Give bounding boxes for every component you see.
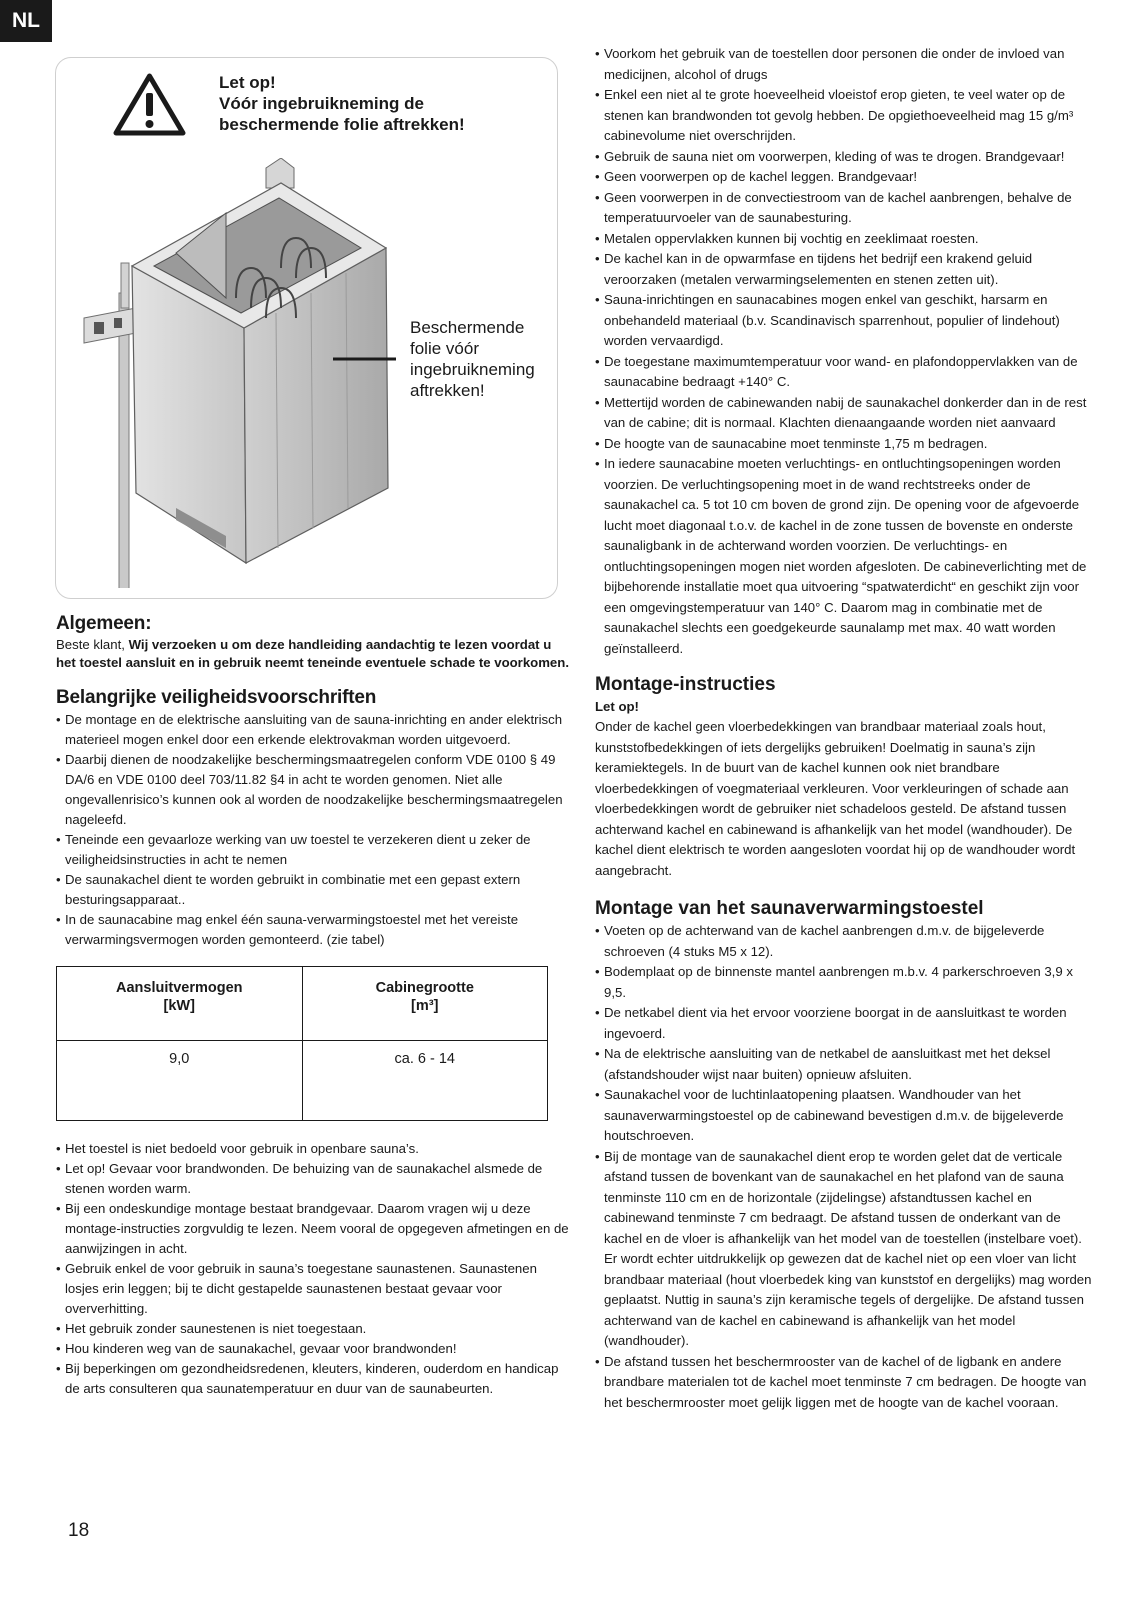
list-item: • De netkabel dient via het ervoor voorziene boorgat in de aansluitkast te worden ingevoerd. (595, 1003, 1095, 1044)
table-header-cell (302, 967, 548, 1041)
list-item: • De hoogte van de saunacabine moet tenminste 1,75 m bedragen. (595, 434, 1095, 455)
list-item: • Teneinde een gevaarloze werking van uw toestel te verzekeren dient u zeker de veiligheidsinstructies in acht te nemen (56, 830, 571, 870)
list-item: • Gebruik de sauna niet om voorwerpen, kleding of was te drogen. Brandgevaar! (595, 147, 1095, 168)
list-item: • Het gebruik zonder saunestenen is niet toegestaan. (56, 1319, 571, 1339)
callout-line: ingebruikneming (410, 360, 535, 379)
notes-list (56, 1139, 571, 1399)
table-header-row (57, 967, 548, 1041)
callout-line: Beschermende (410, 318, 525, 337)
intro-plain: Beste klant, (56, 637, 129, 652)
list-item: • De kachel kan in de opwarmfase en tijdens het bedrijf een krakend geluid veroorzaken (metalen verwarmingselementen en stenen zetten uit). (595, 249, 1095, 290)
montage-heading: Montage-instructies (595, 674, 776, 695)
list-item: • De montage en de elektrische aansluiting van de sauna-inrichting en ander elektrisch materieel mogen enkel door een erkende elektrovakman worden uitgevoerd. (56, 710, 571, 750)
list-item: • Enkel een niet al te grote hoeveelheid vloeistof erop gieten, te veel water op de stenen kan brandwonden tot gevolg hebben. De opgiethoeveelheid mag 15 g/m³ cabinevolume niet overschrijden. (595, 85, 1095, 147)
list-item: • Voeten op de achterwand van de kachel aanbrengen d.m.v. de bijgeleverde schroeven (4 stuks M5 x 12). (595, 921, 1095, 962)
table-cell: ca. 6 - 14 (302, 1041, 548, 1121)
header-unit: [kW] (163, 998, 195, 1014)
general-heading: Algemeen: (56, 613, 152, 634)
callout-line: aftrekken! (410, 381, 485, 400)
montage-text: Onder de kachel geen vloerbedekkingen van brandbaar materiaal zoals hout, kunststofbedekkingen of iets dergelijks gebruiken! Doelmatig in sauna’s zijn keramiektegels. In de buurt van de kachel kunnen ook niet brandbare vloerbedekkingen of voegmateriaal verkleuren. Voor verkleuringen of schade aan vloerbedekkingen wordt de gebruiker niet schadeloos gesteld. De afstand tussen achterwand kachel en cabinewand is afhankelijk van het model (wandhouder). De kachel dient elektrisch te worden aangesloten voordat hij op de wandhouder wordt aangebracht. (595, 719, 1076, 878)
warning-figure-box (55, 57, 558, 599)
header-title: Aansluitvermogen (116, 980, 243, 996)
list-item: • In de saunacabine mag enkel één sauna-verwarmingstoestel met het vereiste verwarmingsvermogen worden gemonteerd. (zie tabel) (56, 910, 571, 950)
safety-list-continued (595, 44, 1095, 659)
language-tab: NL (0, 0, 52, 42)
warning-line: Vóór ingebruikneming de (219, 94, 424, 113)
header-unit: [m³] (411, 998, 439, 1014)
list-item: • Metalen oppervlakken kunnen bij vochtig en zeeklimaat roesten. (595, 229, 1095, 250)
safety-heading: Belangrijke veiligheidsvoorschriften (56, 687, 377, 708)
installation-list (595, 921, 1095, 1413)
warning-line: beschermende folie aftrekken! (219, 115, 465, 134)
list-item: • Het toestel is niet bedoeld voor gebruik in openbare sauna’s. (56, 1139, 571, 1159)
warning-triangle-icon (113, 73, 186, 136)
list-item: • Gebruik enkel de voor gebruik in sauna’s toegestane saunastenen. Saunastenen losjes erin leggen; bij te dicht gestapelde saunastenen bestaat gevaar voor oververhitting. (56, 1259, 571, 1319)
right-column (595, 44, 1095, 1413)
list-item: • Geen voorwerpen in de convectiestroom van de kachel aanbrengen, behalve de temperatuurvoeler van de saunabesturing. (595, 188, 1095, 229)
warning-text (219, 72, 539, 135)
montage-note: Let op! (595, 699, 639, 714)
list-item: • Bij beperkingen om gezondheidsredenen, kleuters, kinderen, ouderdom en handicap de arts consulteren qua saunatemperatuur en duur van de saunabeurten. (56, 1359, 571, 1399)
general-intro (56, 636, 571, 672)
list-item: • Geen voorwerpen op de kachel leggen. Brandgevaar! (595, 167, 1095, 188)
table-cell: 9,0 (57, 1041, 303, 1121)
table-row (57, 1041, 548, 1121)
list-item: • Bij de montage van de saunakachel dient erop te worden gelet dat de verticale afstand tussen de bovenkant van de saunakachel en het plafond van de sauna tenminste 110 cm en de horizontale (zijdelingse) afstandtussen kachel en cabinewand tenminste 7 cm bedraagt. De afstand tussen de onderkant van de kachel en de vloer is afhankelijk van het model van de toestellen (instelbare voet). Er wordt echter uitdrukkelijk op gewezen dat de kachel niet op een vloer van licht brandbaar materiaal (hout vloerbedek king van kunststof en dergelijks) mag worden geplaatst. Nuttig in sauna’s zijn keramische tegels of dergelijke. De afstand tussen achterwand van de kachel en cabinewand is afhankelijk van het model (wandhouder). (595, 1147, 1095, 1352)
list-item: • De afstand tussen het beschermrooster van de kachel of de ligbank en andere brandbare materialen tot de kachel moet tenminste 7 cm bedragen. De hoogte van het beschermrooster moet gelijk liggen met de hoogte van de kachel vooraan. (595, 1352, 1095, 1414)
safety-list (56, 710, 571, 950)
list-item: • Voorkom het gebruik van de toestellen door personen die onder de invloed van medicijnen, alcohol of drugs (595, 44, 1095, 85)
foil-callout (410, 317, 550, 401)
list-item: • Bodemplaat op de binnenste mantel aanbrengen m.b.v. 4 parkerschroeven 3,9 x 9,5. (595, 962, 1095, 1003)
list-item: • Na de elektrische aansluiting van de netkabel de aansluitkast met het deksel (afstandshouder wijst naar buiten) opnieuw afsluiten. (595, 1044, 1095, 1085)
table-header-cell (57, 967, 303, 1041)
list-item: • De toegestane maximumtemperatuur voor wand- en plafondoppervlakken van de saunacabine bedraagt +140° C. (595, 352, 1095, 393)
list-item: • Sauna-inrichtingen en saunacabines mogen enkel van geschikt, harsarm en onbehandeld materiaal (b.v. Scandinavisch sparrenhout, populier of lindehout) worden vervaardigd. (595, 290, 1095, 352)
list-item: • Hou kinderen weg van de saunakachel, gevaar voor brandwonden! (56, 1339, 571, 1359)
list-item: • Saunakachel voor de luchtinlaatopening plaatsen. Wandhouder van het saunaverwarmingstoestel op de cabinewand bevestigen d.m.v. de bijgeleverde houtschroeven. (595, 1085, 1095, 1147)
callout-line: folie vóór (410, 339, 479, 358)
list-item: • In iedere saunacabine moeten verluchtings- en ontluchtingsopeningen worden voorzien. De verluchtingsopening moet in de wand rechtstreeks onder de saunakachel ca. 5 tot 10 cm boven de grond zijn. De opening voor de afgevoerde lucht moet diagonaal t.o.v. de kachel in de zone tussen de bovenste en onderste saunaligbank in de achterwand worden voorzien. De verluchtings- en ontluchtingsopeningen mogen niet worden afgesloten. De cabineverlichting met de bijbehorende installatie moet qua uitvoering “spatwaterdicht“ en geschikt zijn voor een omgevingstemperatuur van 140° C. Daarom mag in combinatie met de saunakachel slechts een goedgekeurde saunalamp met max. 40 watt worden geïnstalleerd. (595, 454, 1095, 659)
list-item: • De saunakachel dient te worden gebruikt in combinatie met een gepast extern besturingsapparaat.. (56, 870, 571, 910)
header-title: Cabinegrootte (375, 980, 474, 996)
intro-bold: Wij verzoeken u om deze handleiding aandachtig te lezen voordat u het toestel aansluit en in gebruik neemt teneinde eventuele schade te voorkomen. (56, 637, 569, 670)
installation-heading: Montage van het saunaverwarmingstoestel (595, 898, 984, 919)
warning-line: Let op! (219, 73, 276, 92)
list-item: • Mettertijd worden de cabinewanden nabij de saunakachel donkerder dan in de rest van de cabine; dit is normaal. Klachten dienaangaande worden niet aanvaard (595, 393, 1095, 434)
sauna-heater-illustration (76, 158, 406, 588)
capacity-table (56, 966, 548, 1121)
page-number: 18 (68, 1520, 90, 1541)
list-item: • Let op! Gevaar voor brandwonden. De behuizing van de saunakachel alsmede de stenen worden warm. (56, 1159, 571, 1199)
list-item: • Daarbij dienen de noodzakelijke beschermingsmaatregelen conform VDE 0100 § 49 DA/6 en VDE 0100 deel 703/11.82 §4 in acht te worden genomen. Niet alle ongevallenrisico’s kunnen ook al worden de noodzakelijke beschermingsmaatregelen nageleefd. (56, 750, 571, 830)
left-column (56, 612, 571, 1399)
list-item: • Bij een ondeskundige montage bestaat brandgevaar. Daarom vragen wij u deze montage-instructies zorgvuldig te lezen. Neem vooral de opgegeven afmetingen en de aanwijzingen in acht. (56, 1199, 571, 1259)
